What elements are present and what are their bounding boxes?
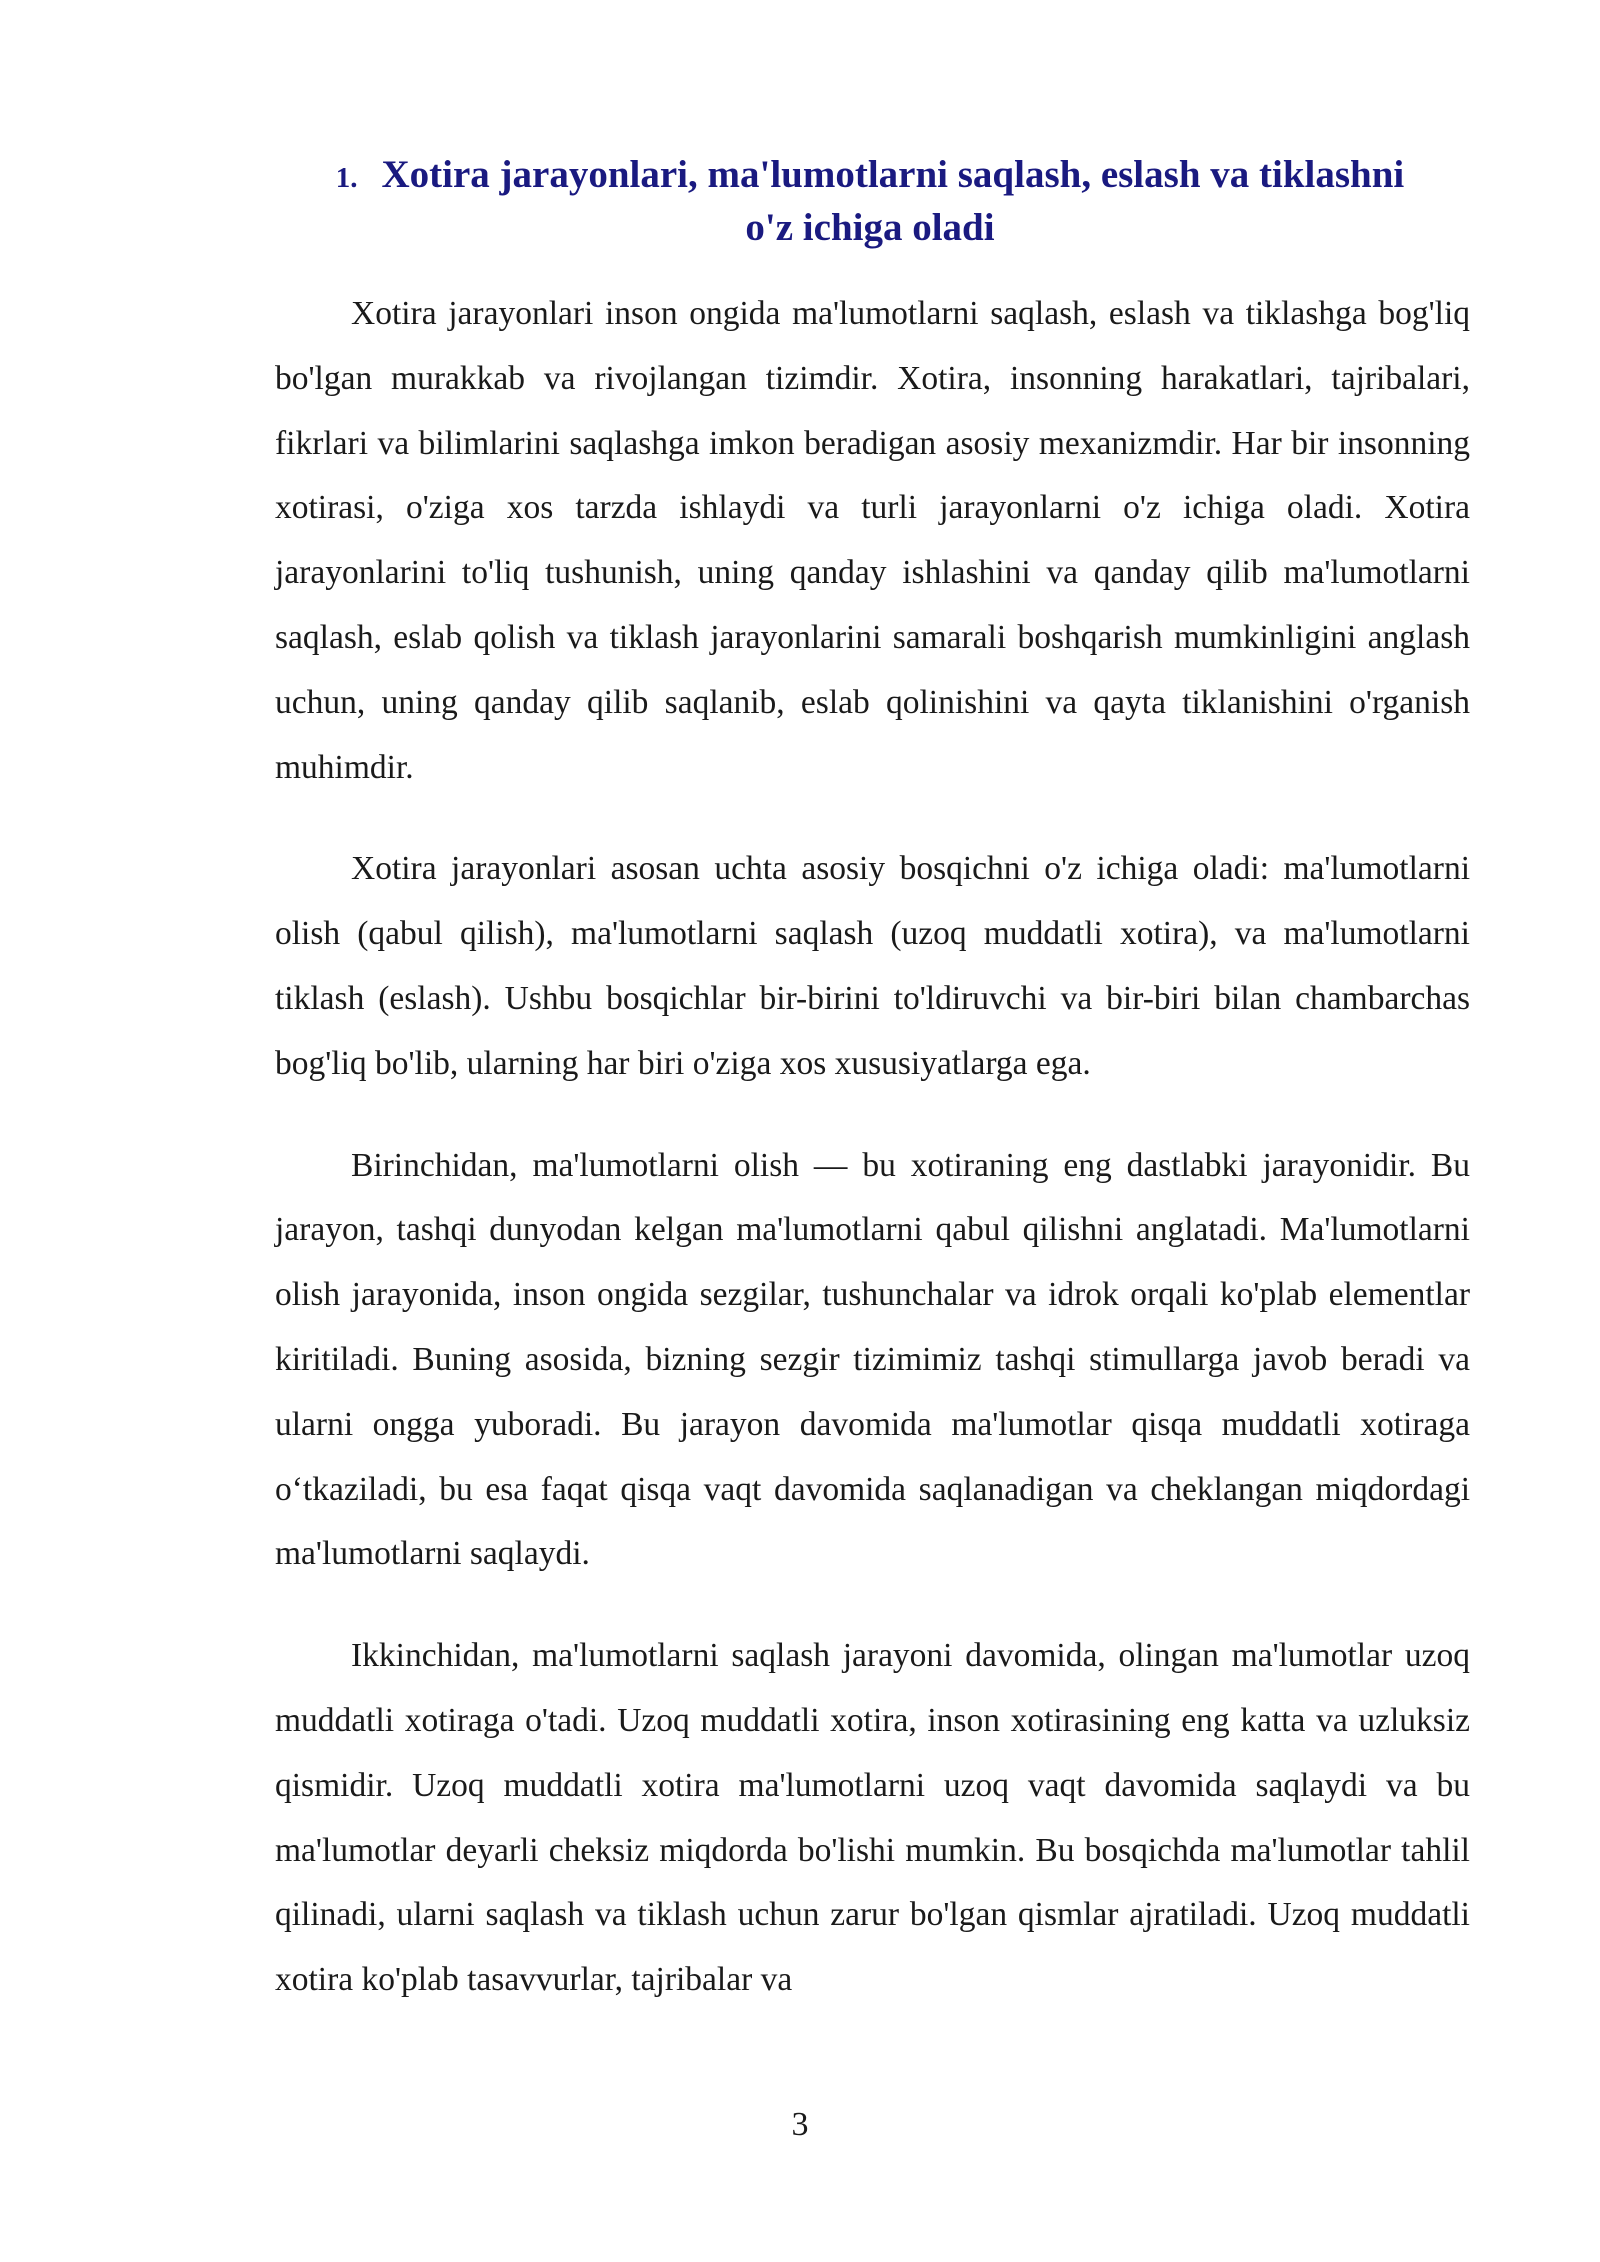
paragraph-2: Xotira jarayonlari asosan uchta asosiy bosqichni o'z ichiga oladi: ma'lumotlarni olish (qabul qilish), ma'lumotlarni saqlash (uzoq muddatli xotira), va ma'lumotlarni tiklash (eslash). Ushbu bosqichlar bir-birini to'ldiruvchi va bir-biri bilan chambarchas bog'liq bo'lib, ularning har biri o'ziga xos xususiyatlarga ega. bbox=[275, 850, 1470, 1082]
page-number: 3 bbox=[791, 2106, 809, 2143]
heading-text-line-2: o'z ichiga oladi bbox=[745, 206, 995, 249]
heading-line-1 bbox=[270, 150, 1470, 203]
heading-number: 1. bbox=[335, 162, 358, 194]
paragraph-4: Ikkinchidan, ma'lumotlarni saqlash jarayoni davomida, olingan ma'lumotlar uzoq muddatli xotiraga o'tadi. Uzoq muddatli xotira, inson xotirasining eng katta va uzluksiz qismidir. Uzoq muddatli xotira ma'lumotlarni uzoq vaqt davomida saqlaydi va bu ma'lumotlar deyarli cheksiz miqdorda bo'lishi mumkin. Bu bosqichda ma'lumotlar tahlil qilinadi, ularni saqlash va tiklash uchun zarur bo'lgan qismlar ajratiladi. Uzoq muddatli xotira ko'plab tasavvurlar, tajribalar va bbox=[275, 1637, 1470, 1999]
heading-text-line-1: Xotira jarayonlari, ma'lumotlarni saqlash, eslash va tiklashni bbox=[381, 153, 1405, 196]
paragraph-3: Birinchidan, ma'lumotlarni olish — bu xotiraning eng dastlabki jarayonidir. Bu jarayon, tashqi dunyodan kelgan ma'lumotlarni qabul qilishni anglatadi. Ma'lumotlarni olish jarayonida, inson ongida sezgilar, tushunchalar va idrok orqali ko'plab elementlar kiritiladi. Buning asosida, bizning sezgir tizimimiz tashqi stimullarga javob beradi va ularni ongga yuboradi. Bu jarayon davomida ma'lumotlar qisqa muddatli xotiraga o‘tkaziladi, bu esa faqat qisqa vaqt davomida saqlanadigan va cheklangan miqdordagi ma'lumotlarni saqlaydi. bbox=[275, 1146, 1470, 1573]
body-text bbox=[275, 282, 1470, 2050]
paragraph-1: Xotira jarayonlari inson ongida ma'lumotlarni saqlash, eslash va tiklashga bog'liq bo'lgan murakkab va rivojlangan tizimdir. Xotira, insonning harakatlari, tajribalari, fikrlari va bilimlarini saqlashga imkon beradigan asosiy mexanizmdir. Har bir insonning xotirasi, o'ziga xos tarzda ishlaydi va turli jarayonlarni o'z ichiga oladi. Xotira jarayonlarini to'liq tushunish, uning qanday ishlashini va qanday qilib ma'lumotlarni saqlash, eslab qolish va tiklash jarayonlarini samarali boshqarish mumkinligini anglash uchun, uning qanday qilib saqlanib, eslab qolinishini va qayta tiklanishini o'rganish muhimdir. bbox=[275, 295, 1470, 786]
section-heading bbox=[270, 150, 1470, 252]
